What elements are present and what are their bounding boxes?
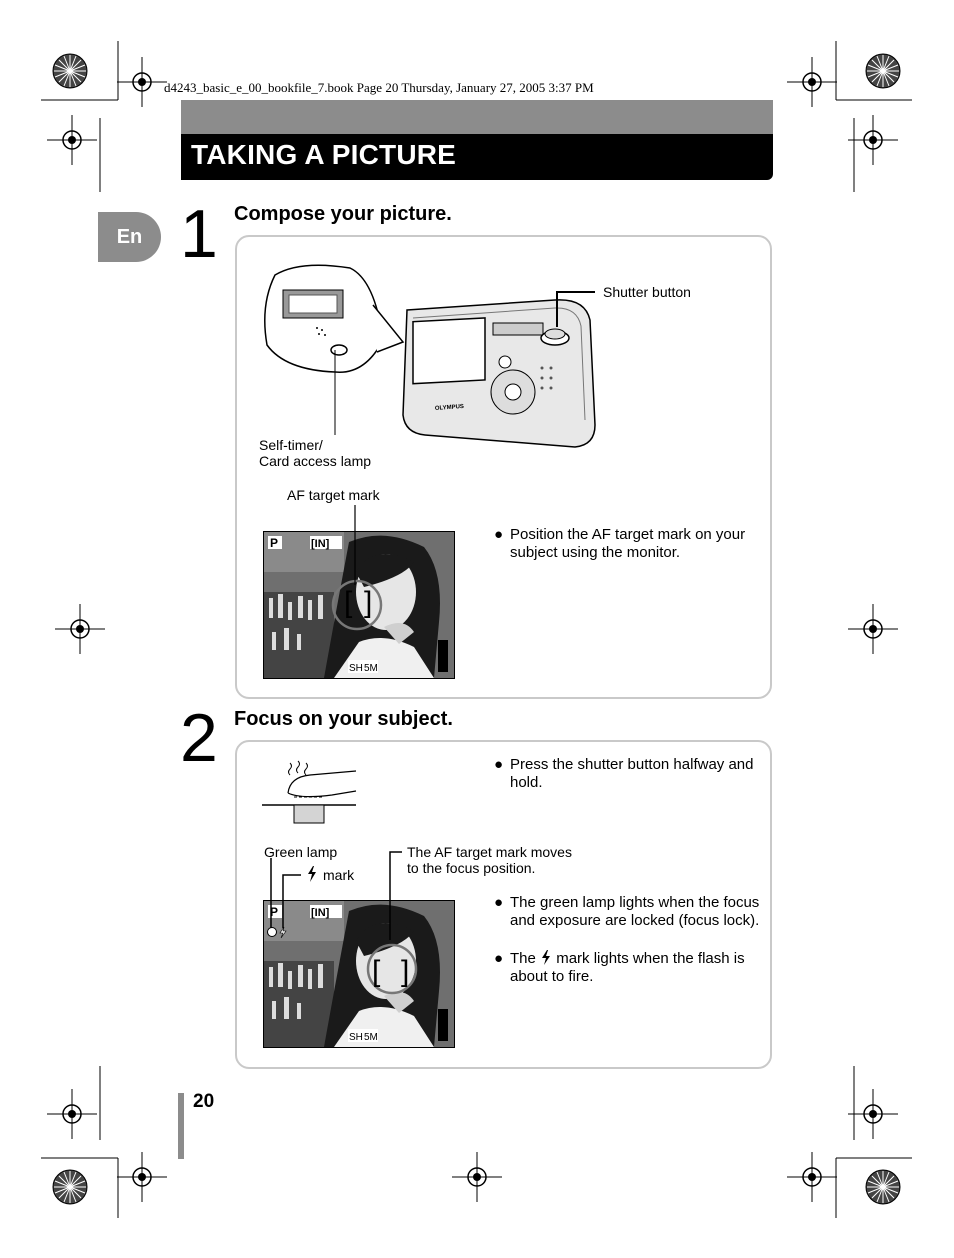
step-2-bullet-press: ● Press the shutter button halfway and hold. — [494, 756, 754, 791]
green-lamp-callout: Green lamp — [264, 844, 338, 860]
lcd-mode-indicator: P — [270, 536, 279, 550]
step-2-title: Focus on your subject. — [234, 708, 453, 730]
af-moves-callout-line2: to the focus position. — [407, 860, 536, 876]
svg-text:]: ] — [364, 586, 373, 619]
finger-press-illustration — [260, 755, 360, 825]
step-2-leaders — [260, 850, 410, 940]
title-band — [181, 100, 773, 180]
lcd2-memory-indicator: [IN] — [311, 907, 330, 919]
af-target-callout: AF target mark — [287, 487, 380, 503]
flash-mark-callout: mark — [323, 867, 355, 883]
page-number-bar — [178, 1093, 184, 1159]
camera-illustration — [255, 250, 615, 460]
print-header: d4243_basic_e_00_bookfile_7.book Page 20 Thursday, January 27, 2005 3:37 PM — [164, 80, 594, 95]
step-2-bullet-flash: ● The mark lights when the flash is about to fire. — [494, 950, 745, 985]
camera-brand: OLYMPUS — [434, 403, 465, 412]
af-target-leader — [350, 505, 360, 585]
lcd-quality-indicator: SH — [349, 663, 363, 674]
step-1-title: Compose your picture. — [234, 203, 452, 225]
self-timer-callout-line1: Self-timer/ — [259, 437, 323, 453]
page-number: 20 — [193, 1091, 215, 1112]
page-title: TAKING A PICTURE — [191, 139, 457, 170]
af-moves-callout-line1: The AF target mark moves — [407, 844, 572, 860]
self-timer-callout-line2: Card access lamp — [259, 453, 372, 469]
lcd2-quality-indicator: SH — [349, 1032, 363, 1043]
lcd2-resolution-indicator: 5M — [364, 1032, 378, 1043]
flash-icon — [540, 950, 552, 965]
step-2-number: 2 — [180, 700, 218, 776]
language-tab: En — [98, 212, 161, 262]
shutter-button-callout: Shutter button — [603, 284, 691, 300]
step-1-bullet: ● Position the AF target mark on your subject using the monitor. — [494, 526, 746, 561]
svg-text:[: [ — [344, 586, 353, 619]
step-2-bullet-green-lamp: ● The green lamp lights when the focus and exposure are locked (focus lock). — [494, 894, 760, 929]
lcd2-mode-indicator: P — [270, 905, 279, 919]
step-1-number: 1 — [180, 196, 218, 272]
lcd-memory-indicator: [IN] — [311, 538, 330, 550]
svg-text:[: [ — [372, 955, 381, 988]
svg-text:]: ] — [401, 955, 410, 988]
lcd-resolution-indicator: 5M — [364, 663, 378, 674]
